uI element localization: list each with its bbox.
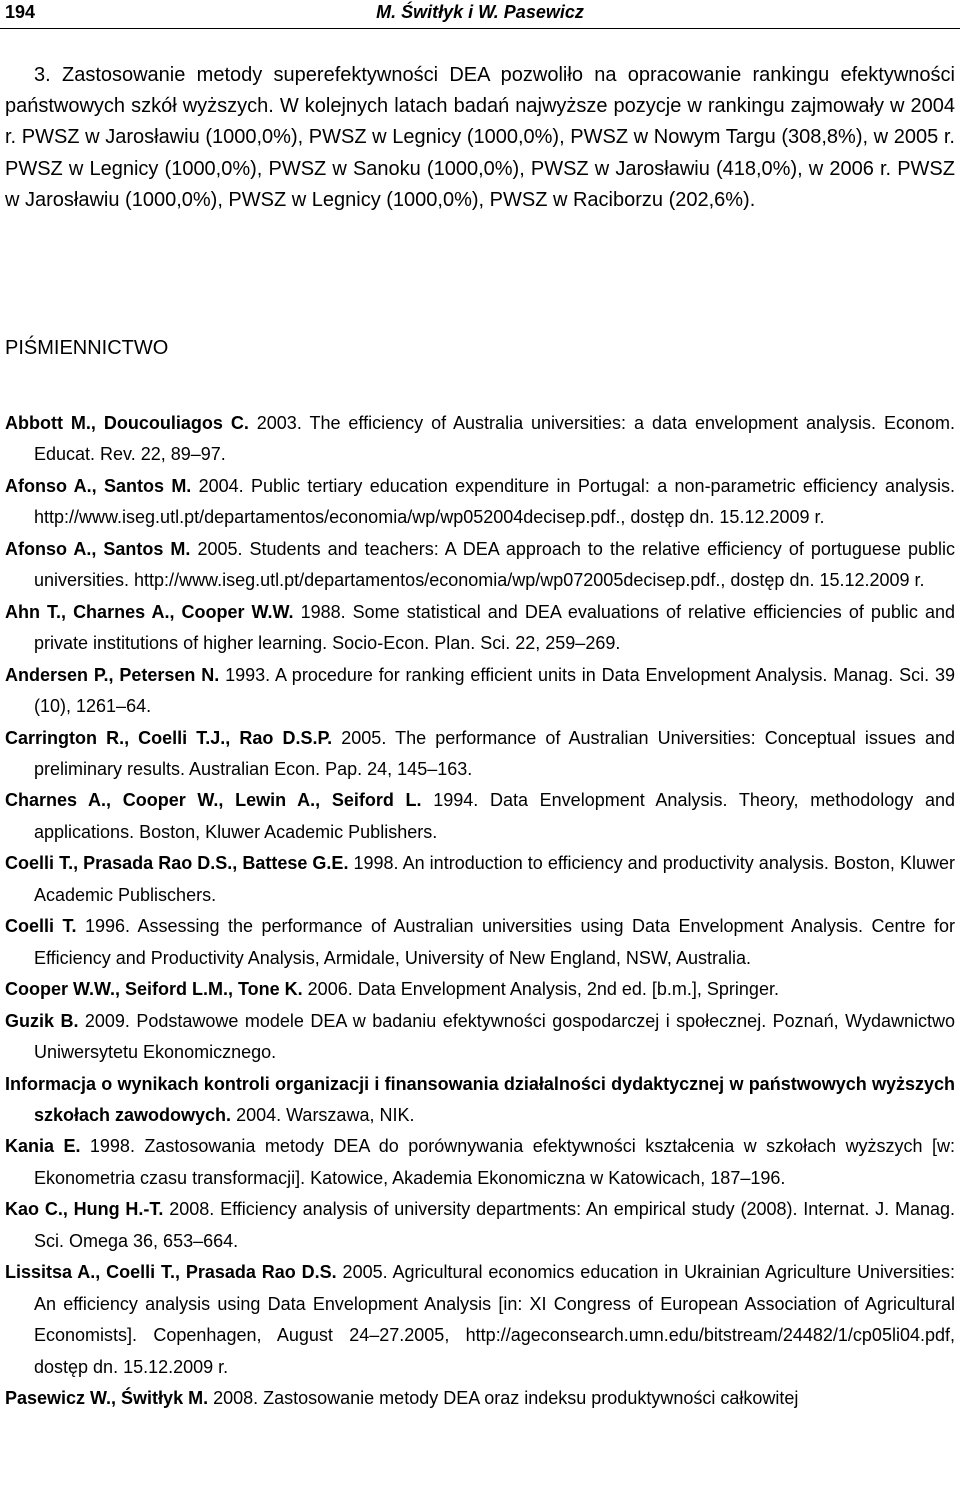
reference-details: 1988. Some statistical and DEA evaluations of relative efficiencies of public and private institutions of higher learning. Socio-Econ. Plan. Sci. 22, 259–269. — [34, 601, 955, 654]
reference-authors: Kao C., Hung H.-T. — [5, 1199, 164, 1220]
reference-details: 2005. Students and teachers: A DEA approach to the relative efficiency of portuguese public universities. http://www.iseg.utl.pt/departamentos/economia/wp/wp072005decisep.pdf., dostęp dn. 15.12.2009 r. — [34, 538, 955, 591]
reference-entry — [5, 785, 955, 848]
page-header — [0, 0, 960, 30]
reference-authors: Andersen P., Petersen N. — [5, 664, 220, 685]
reference-details: 1998. An introduction to efficiency and productivity analysis. Boston, Kluwer Academic Publischers. — [34, 853, 956, 905]
reference-authors: Ahn T., Charnes A., Cooper W.W. — [5, 601, 294, 622]
reference-entry — [5, 1069, 955, 1132]
reference-entry — [5, 408, 955, 471]
reference-authors: Lissitsa A., Coelli T., Prasada Rao D.S. — [5, 1262, 337, 1283]
reference-authors: Cooper W.W., Seiford L.M., Tone K. — [5, 979, 303, 1000]
reference-details: 2006. Data Envelopment Analysis, 2nd ed. [b.m.], Springer. — [302, 979, 779, 1000]
reference-authors: Charnes A., Cooper W., Lewin A., Seiford L. — [5, 790, 422, 811]
reference-authors: Guzik B. — [5, 1010, 79, 1031]
section-title: PIŚMIENNICTWO — [5, 337, 169, 359]
reference-details: 2008. Efficiency analysis of university departments: An empirical study (2008). Internat. J. Manag. Sci. Omega 36, 653–664. — [34, 1199, 955, 1251]
reference-entry — [5, 974, 955, 1005]
reference-entry — [5, 1257, 955, 1383]
reference-entry — [5, 723, 955, 786]
conclusion-text: 3. Zastosowanie metody superefektywności DEA pozwoliło na opracowanie rankingu efektywności państwowych szkół wyższych. W kolejnych latach badań najwyższe pozycje w rankingu zajmowały w 2004 r. PWSZ w Jarosławiu (1000,0%), PWSZ w Legnicy (1000,0%), PWSZ w Nowym Targu (308,8%), w 2005 r. PWSZ w Legnicy (1000,0%), PWSZ w Sanoku (1000,0%), PWSZ w Jarosławiu (418,0%), w 2006 r. PWSZ w Jarosławiu (1000,0%), PWSZ w Legnicy (1000,0%), PWSZ w Raciborzu (202,6%). — [5, 64, 955, 211]
reference-authors: Carrington R., Coelli T.J., Rao D.S.P. — [5, 727, 333, 748]
reference-details: 2004. Warszawa, NIK. — [231, 1104, 415, 1125]
reference-authors: Afonso A., Santos M. — [5, 538, 191, 559]
reference-authors: Coelli T., Prasada Rao D.S., Battese G.E. — [5, 853, 349, 874]
reference-entry — [5, 1383, 955, 1414]
reference-details: 2003. The efficiency of Australia universities: a data envelopment analysis. Econom. Educat. Rev. 22, 89–97. — [34, 413, 955, 465]
header-rule — [0, 28, 960, 29]
page-number: 194 — [5, 2, 36, 22]
reference-entry — [5, 471, 955, 534]
reference-entry — [5, 1131, 955, 1194]
reference-authors: Kania E. — [5, 1136, 81, 1157]
reference-authors: Informacja o wynikach kontroli organizacji i finansowania działalności dydaktycznej w państwowych wyższych szkołach zawodowych. — [5, 1073, 955, 1125]
reference-entry — [5, 848, 955, 911]
reference-details: 1993. A procedure for ranking efficient units in Data Envelopment Analysis. Manag. Sci. 39 (10), 1261–64. — [34, 664, 955, 717]
reference-authors: Coelli T. — [5, 916, 77, 937]
reference-list — [5, 408, 955, 1415]
reference-details: 1994. Data Envelopment Analysis. Theory, methodology and applications. Boston, Kluwer Academic Publishers. — [34, 790, 955, 842]
reference-entry — [5, 1194, 955, 1257]
reference-details: 1996. Assessing the performance of Australian universities using Data Envelopment Analysis. Centre for Efficiency and Productivity Analysis, Armidale, University of New England, NSW, Australia. — [34, 916, 955, 968]
reference-entry — [5, 660, 955, 723]
reference-entry — [5, 911, 955, 974]
reference-entry — [5, 1006, 955, 1069]
running-title: M. Świtłyk i W. Pasewicz — [376, 2, 584, 22]
reference-authors: Pasewicz W., Świtłyk M. — [5, 1388, 209, 1409]
conclusion-paragraph — [5, 60, 955, 216]
reference-details: 2005. Agricultural economics education in Ukrainian Agriculture Universities: An efficiency analysis using Data Envelopment Analysis [in: XI Congress of European Association of Agricultural Economists]. Copenhagen, August 24–27.2005, http://ageconsearch.umn.edu/bitstream/24482/1/cp05li04.pdf, dostęp dn. 15.12.2009 r. — [34, 1262, 955, 1377]
reference-details: 2008. Zastosowanie metody DEA oraz indeksu produktywności całkowitej — [208, 1388, 799, 1409]
reference-authors: Afonso A., Santos M. — [5, 475, 192, 496]
reference-details: 2004. Public tertiary education expenditure in Portugal: a non-parametric efficiency analysis. http://www.iseg.utl.pt/departamentos/economia/wp/wp052004decisep.pdf., dostęp dn. 15.12.2009 r. — [34, 475, 955, 528]
reference-entry — [5, 534, 955, 597]
reference-details: 2009. Podstawowe modele DEA w badaniu efektywności gospodarczej i społecznej. Poznań, Wydawnictwo Uniwersytetu Ekonomicznego. — [34, 1010, 955, 1063]
reference-authors: Abbott M., Doucouliagos C. — [5, 413, 249, 433]
reference-entry — [5, 597, 955, 660]
reference-details: 2005. The performance of Australian Universities: Conceptual issues and preliminary results. Australian Econ. Pap. 24, 145–163. — [34, 727, 955, 779]
reference-details: 1998. Zastosowania metody DEA do porównywania efektywności kształcenia w szkołach wyższych [w: Ekonometria czasu transformacji]. Katowice, Akademia Ekonomiczna w Katowicach, 187–196. — [34, 1136, 956, 1188]
